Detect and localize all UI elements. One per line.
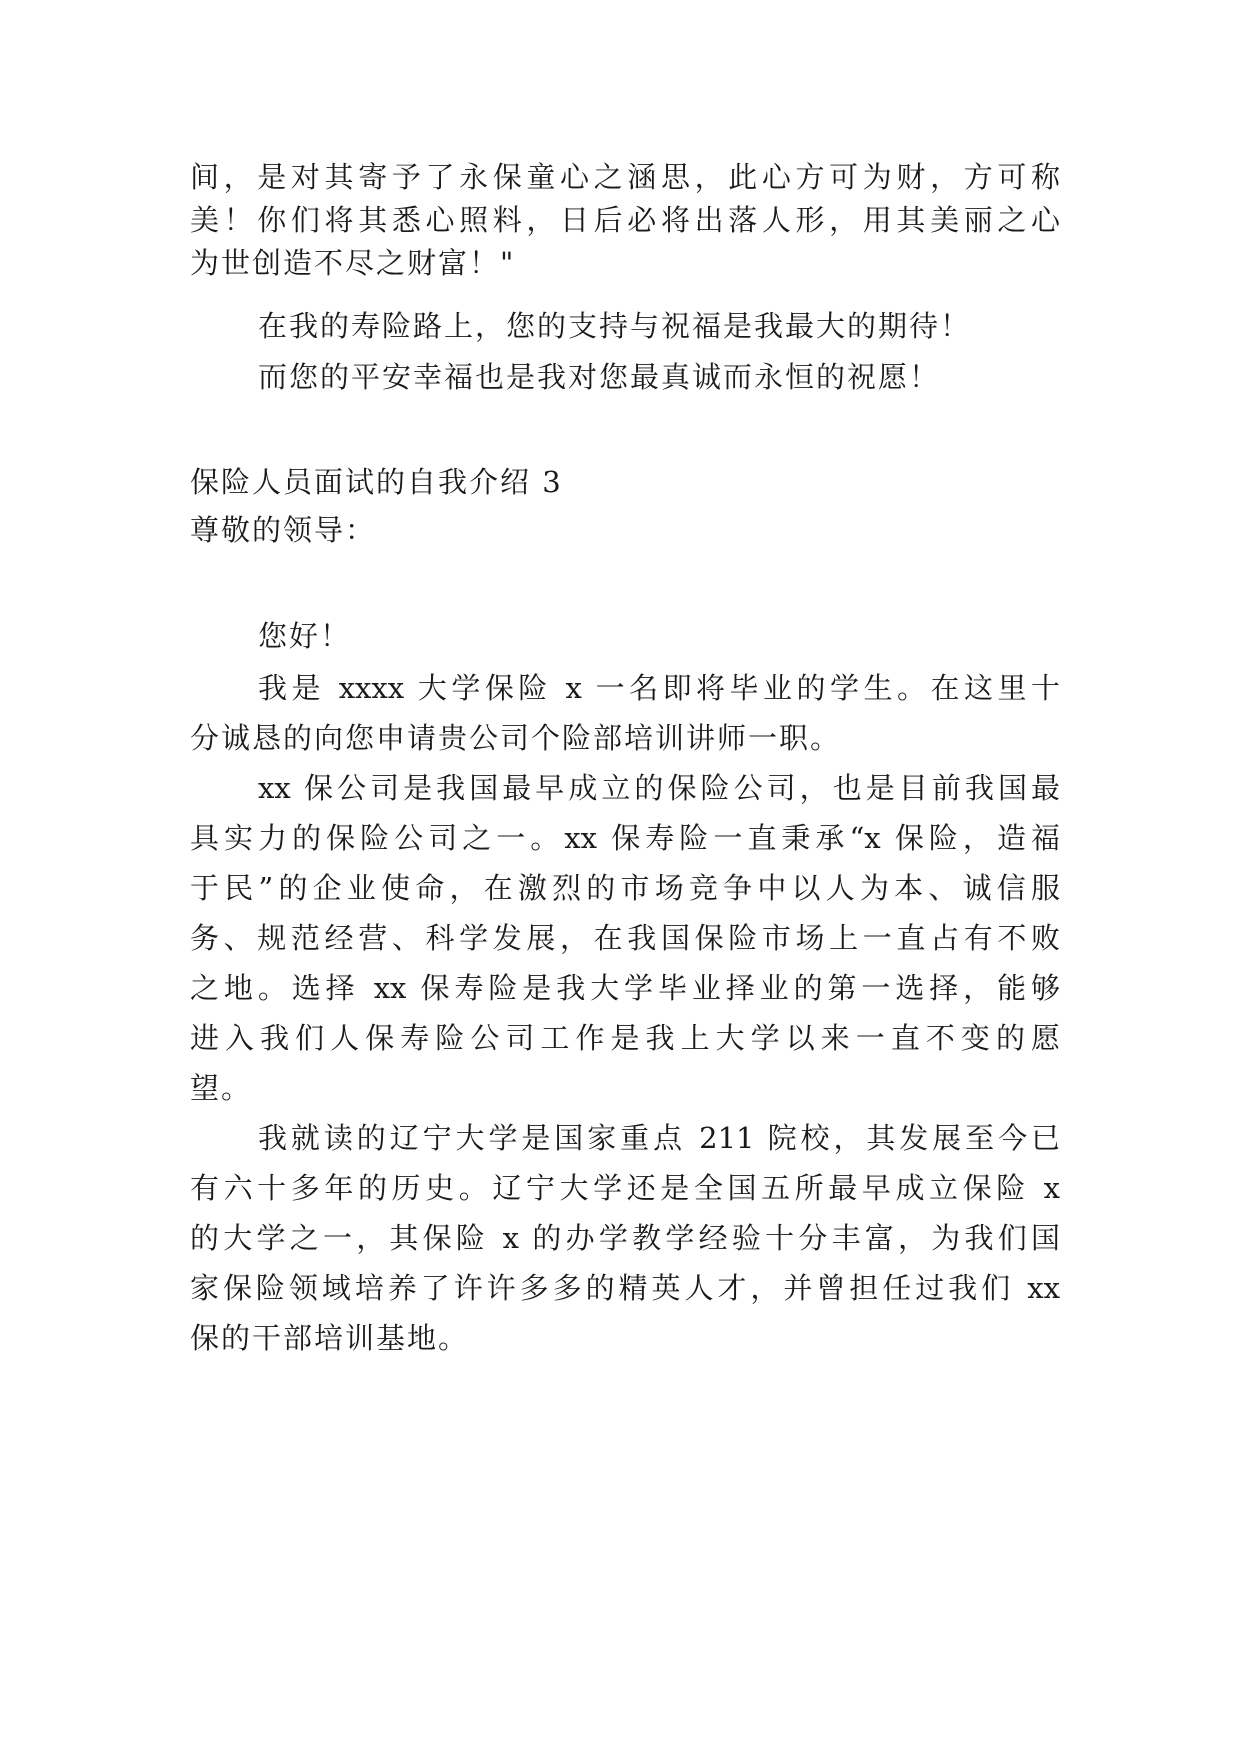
paragraph-line: 在我的寿险路上，您的支持与祝福是我最大的期待！ bbox=[258, 309, 972, 343]
paragraph-line: 于民”的企业使命，在激烈的市场竞争中以人为本、诚信服 bbox=[190, 871, 1060, 905]
paragraph-line: 间，是对其寄予了永保童心之涵思，此心方可为财，方可称 bbox=[190, 160, 1060, 194]
paragraph-line: xx 保公司是我国最早成立的保险公司，也是目前我国最 bbox=[258, 771, 1060, 805]
paragraph-line: 我是 xxxx 大学保险 x 一名即将毕业的学生。在这里十 bbox=[258, 671, 1060, 705]
paragraph-line: 保的干部培训基地。 bbox=[190, 1321, 470, 1355]
paragraph-line: 望。 bbox=[190, 1071, 253, 1105]
paragraph-line: 具实力的保险公司之一。xx 保寿险一直秉承“x 保险，造福 bbox=[190, 821, 1060, 855]
paragraph-line: 为世创造不尽之财富！" bbox=[190, 246, 516, 280]
paragraph-line: 美！你们将其悉心照料，日后必将出落人形，用其美丽之心 bbox=[190, 203, 1060, 237]
paragraph-line: 家保险领域培养了许许多多的精英人才，并曾担任过我们 xx bbox=[190, 1271, 1060, 1305]
paragraph-line: 务、规范经营、科学发展，在我国保险市场上一直占有不败 bbox=[190, 921, 1060, 955]
paragraph-line: 有六十多年的历史。辽宁大学还是全国五所最早成立保险 x bbox=[190, 1171, 1060, 1205]
paragraph-line: 的大学之一，其保险 x 的办学教学经验十分丰富，为我们国 bbox=[190, 1221, 1060, 1255]
paragraph-line: 我就读的辽宁大学是国家重点 211 院校，其发展至今已 bbox=[258, 1121, 1060, 1155]
greeting: 您好！ bbox=[258, 619, 352, 653]
paragraph-line: 分诚恳的向您申请贵公司个险部培训讲师一职。 bbox=[190, 721, 842, 755]
salutation: 尊敬的领导： bbox=[190, 513, 377, 547]
paragraph-line: 进入我们人保寿险公司工作是我上大学以来一直不变的愿 bbox=[190, 1021, 1060, 1055]
paragraph-line: 之地。选择 xx 保寿险是我大学毕业择业的第一选择，能够 bbox=[190, 971, 1060, 1005]
paragraph-line: 而您的平安幸福也是我对您最真诚而永恒的祝愿！ bbox=[258, 360, 941, 394]
section-title: 保险人员面试的自我介绍 3 bbox=[190, 465, 563, 499]
